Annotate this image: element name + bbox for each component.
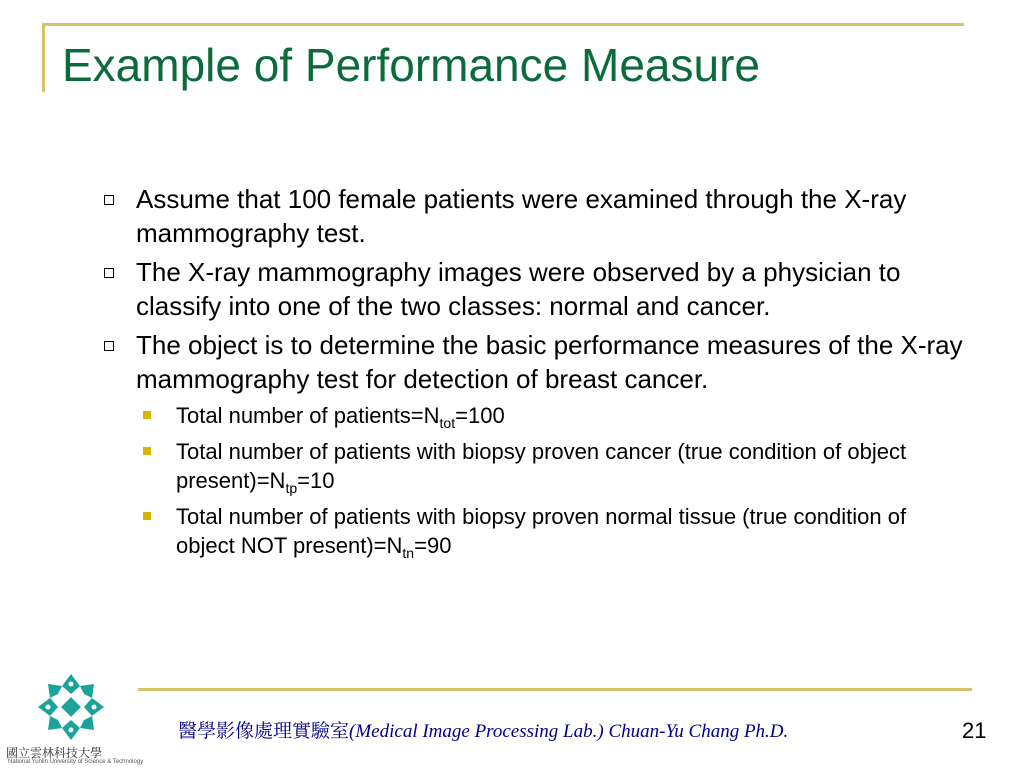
sub-bullet-text: Total number of patients with biopsy proven normal tissue (true condition of object NOT $present)=N_{tn}=90$: [176, 504, 907, 561]
bullet-text: Assume that 100 female patients were examined through the X-ray mammography test.: [136, 184, 907, 248]
sub-bullet-item: [100, 502, 956, 560]
sub-bullet-text: Total number of $patients=N_{tot}=100$: [176, 403, 505, 431]
footer-divider: [138, 688, 972, 691]
logo-caption-english: National Yunlin University of Science & Technology: [8, 759, 144, 765]
sub-bullet-text: Total number of patients with biopsy proven cancer (true condition of object $present)=N_{tp}=10$: [176, 439, 907, 496]
hollow-square-bullet-icon: [104, 268, 114, 278]
title-frame-top-line: [42, 23, 964, 26]
filled-square-bullet-icon: [143, 447, 151, 455]
filled-square-bullet-icon: [143, 411, 151, 419]
sub-bullet-item: [100, 437, 956, 495]
slide-title: Example of Performance Measure: [62, 39, 760, 91]
footer-lab-credit: 醫學影像處理實驗室(Medical Image Processing Lab.) Chuan-Yu Chang Ph.D.: [178, 720, 789, 742]
university-logo-icon: [36, 672, 106, 742]
sub-bullet-item: [100, 401, 956, 430]
filled-square-bullet-icon: [143, 512, 151, 520]
page-number: 21: [962, 718, 987, 743]
bullet-item: [100, 328, 980, 396]
bullet-item: [100, 182, 980, 250]
bullet-item: [100, 255, 980, 323]
bullet-text: The X-ray mammography images were observed by a physician to classify into one of the two classes: normal and cancer.: [136, 257, 901, 321]
slide-body: [100, 182, 980, 567]
title-frame-left-line: [42, 26, 45, 92]
logo-caption: 國立雲林科技大學: [6, 746, 103, 760]
hollow-square-bullet-icon: [104, 195, 114, 205]
hollow-square-bullet-icon: [104, 341, 114, 351]
bullet-text: The object is to determine the basic performance measures of the X-ray mammography test for detection of breast cancer.: [136, 330, 963, 394]
